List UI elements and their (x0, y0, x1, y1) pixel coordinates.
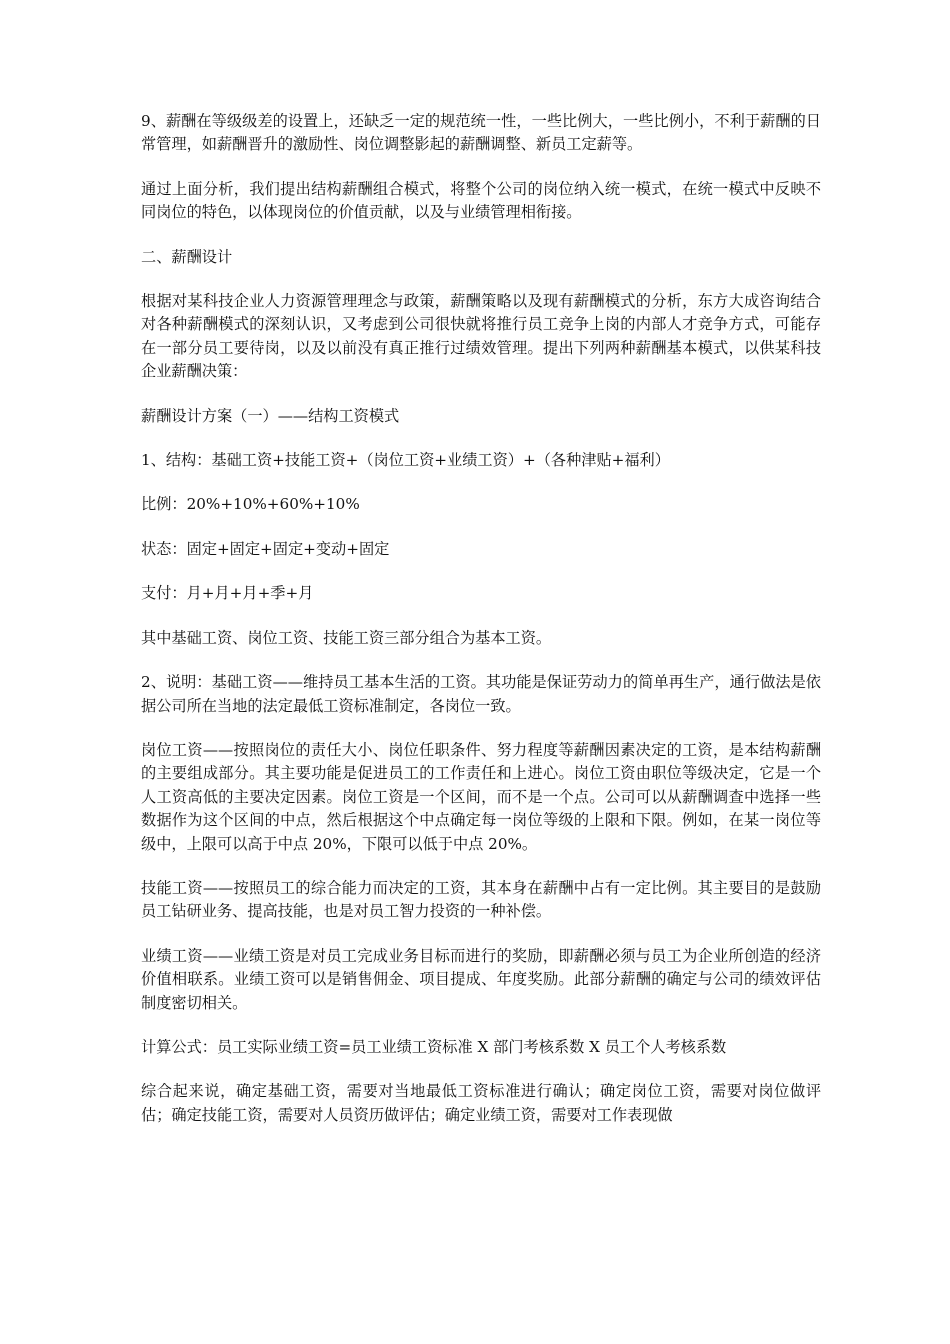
paragraph-structure: 1、结构：基础工资+技能工资+（岗位工资+业绩工资）+（各种津贴+福利） (141, 451, 670, 470)
paragraph-base-wage-explanation: 2、说明：基础工资——维持员工基本生活的工资。其功能是保证劳动力的简单再生产，通行做法是依据公司所在当地的法定最低工资标准制定，各岗位一致。 (141, 673, 821, 715)
paragraph-design-background: 根据对某科技企业人力资源管理理念与政策，薪酬策略以及现有薪酬模式的分析，东方大成咨询结合对各种薪酬模式的深刻认识，又考虑到公司很快就将推行员工竞争上岗的内部人才竞争方式，可能存在一部分员工要待岗，以及以前没有真正推行过绩效管理。提出下列两种薪酬基本模式，以供某科技企业薪酬决策： (141, 292, 821, 381)
paragraph-performance-wage: 业绩工资——业绩工资是对员工完成业务目标而进行的奖励，即薪酬必须与员工为企业所创造的经济价值相联系。业绩工资可以是销售佣金、项目提成、年度奖励。此部分薪酬的确定与公司的绩效评估制度密切相关。 (141, 946, 821, 1012)
paragraph-position-wage: 岗位工资——按照岗位的责任大小、岗位任职条件、努力程度等薪酬因素决定的工资，是本结构薪酬的主要组成部分。其主要功能是促进员工的工作责任和上进心。岗位工资由职位等级决定，它是一个人工资高低的主要决定因素。岗位工资是一个区间，而不是一个点。公司可以从薪酬调查中选择一些数据作为这个区间的中点，然后根据这个中点确定每一岗位等级的上限和下限。例如，在某一岗位等级中，上限可以高于中点 20%，下限可以低于中点 20%。 (141, 740, 821, 853)
paragraph-basic-salary-composition: 其中基础工资、岗位工资、技能工资三部分组合为基本工资。 (141, 628, 552, 647)
paragraph-analysis-conclusion: 通过上面分析，我们提出结构薪酬组合模式，将整个公司的岗位纳入统一模式，在统一模式中反映不同岗位的特色，以体现岗位的价值贡献，以及与业绩管理相衔接。 (141, 179, 821, 222)
section-heading-salary-design: 二、薪酬设计 (141, 247, 233, 266)
document-page (141, 110, 821, 1148)
paragraph-summary: 综合起来说，确定基础工资，需要对当地最低工资标准进行确认；确定岗位工资，需要对岗位做评估；确定技能工资，需要对人员资历做评估；确定业绩工资，需要对工作表现做 (141, 1082, 821, 1124)
subheading-plan-one: 薪酬设计方案（一）——结构工资模式 (141, 406, 400, 425)
paragraph-status: 状态：固定+固定+固定+变动+固定 (141, 539, 390, 558)
paragraph-formula: 计算公式：员工实际业绩工资=员工业绩工资标准 X 部门考核系数 X 员工个人考核系数 (141, 1037, 727, 1056)
paragraph-skill-wage: 技能工资——按照员工的综合能力而决定的工资，其本身在薪酬中占有一定比例。其主要目的是鼓励员工钻研业务、提高技能，也是对员工智力投资的一种补偿。 (141, 878, 821, 921)
paragraph-salary-gradient-issue: 9、薪酬在等级级差的设置上，还缺乏一定的规范统一性，一些比例大，一些比例小，不利于薪酬的日常管理，如薪酬晋升的激励性、岗位调整影起的薪酬调整、新员工定薪等。 (141, 112, 821, 154)
paragraph-ratio: 比例：20%+10%+60%+10% (141, 495, 360, 514)
paragraph-payment: 支付：月+月+月+季+月 (141, 584, 314, 603)
